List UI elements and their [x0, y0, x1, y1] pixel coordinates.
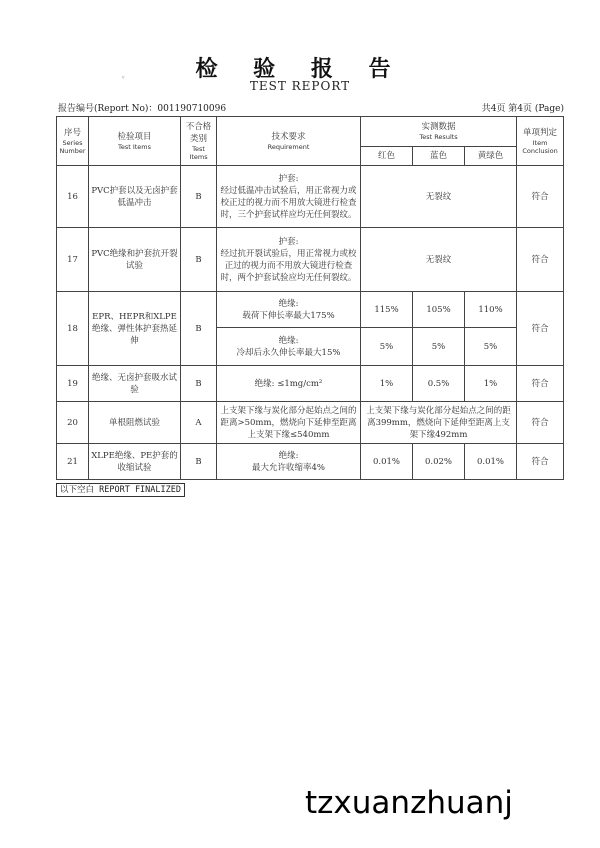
watermark-text: tzxuanzhuanj — [305, 785, 513, 821]
category: B — [181, 292, 217, 366]
conclusion: 符合 — [517, 166, 564, 228]
conclusion: 符合 — [517, 292, 564, 366]
table-row-21 — [57, 444, 564, 480]
requirement: 上支架下缘与炭化部分起始点之间的距离>50mm，燃烧向下延伸至距离上支架下缘≤540mm — [217, 402, 361, 444]
result: 无裂纹 — [361, 166, 517, 228]
result-red: 1% — [361, 366, 413, 402]
col-header-no: 序号 Series Number — [57, 117, 89, 166]
scan-speck: ᵛ — [122, 75, 125, 83]
table-row-18a — [57, 292, 564, 328]
result-red: 5% — [361, 328, 413, 366]
result-yellow-green: 5% — [465, 328, 517, 366]
col-header-results: 实测数据 Test Results — [361, 117, 517, 147]
col-header-item: 检验项目 Test Items — [89, 117, 181, 166]
requirement: 护套: 经过低温冲击试验后，用正常视力或校正过的视力而不用放大镜进行检查时，三个护套试样应均无任何裂纹。 — [217, 166, 361, 228]
row-number: 21 — [57, 444, 89, 480]
test-item: 单根阻燃试验 — [89, 402, 181, 444]
requirement: 绝缘: ≤1mg/cm² — [217, 366, 361, 402]
report-finalized-stamp: 以下空白 REPORT FINALIZED — [56, 483, 185, 497]
row-number: 17 — [57, 228, 89, 292]
table-row-16 — [57, 166, 564, 228]
test-results-table — [56, 116, 564, 480]
report-title-en: TEST REPORT — [249, 79, 351, 93]
col-header-conclusion: 单项判定 Item Conclusion — [517, 117, 564, 166]
result: 上支架下缘与炭化部分起始点之间的距离399mm，燃烧向下延伸至距离上支架下缘492mm — [361, 402, 517, 444]
report-number: 报告编号(Report No)：001190710096 — [58, 104, 227, 114]
category: B — [181, 228, 217, 292]
table-row-19 — [57, 366, 564, 402]
category: A — [181, 402, 217, 444]
conclusion: 符合 — [517, 228, 564, 292]
header-row — [57, 117, 564, 147]
requirement-permanent: 绝缘: 冷却后永久伸长率最大15% — [217, 328, 361, 366]
result-red: 115% — [361, 292, 413, 328]
result-red: 0.01% — [361, 444, 413, 480]
result-blue: 105% — [413, 292, 465, 328]
col-header-red: 红色 — [361, 146, 413, 165]
conclusion: 符合 — [517, 366, 564, 402]
requirement-elongation: 绝缘: 载荷下伸长率最大175% — [217, 292, 361, 328]
row-number: 16 — [57, 166, 89, 228]
test-item: EPR、HEPR和XLPE绝缘、弹性体护套热延伸 — [89, 292, 181, 366]
row-number: 18 — [57, 292, 89, 366]
category: B — [181, 366, 217, 402]
row-number: 20 — [57, 402, 89, 444]
result: 无裂纹 — [361, 228, 517, 292]
test-item: PVC护套以及无卤护套低温冲击 — [89, 166, 181, 228]
requirement: 护套: 经过抗开裂试验后，用正常视力或校正过的视力而不用放大镜进行检查时，两个护套试验应均无任何裂纹。 — [217, 228, 361, 292]
result-yellow-green: 110% — [465, 292, 517, 328]
col-header-yellow-green: 黄绿色 — [465, 146, 517, 165]
category: B — [181, 166, 217, 228]
table-row-20 — [57, 402, 564, 444]
page-info: 共4页 第4页 (Page) — [481, 104, 564, 114]
row-number: 19 — [57, 366, 89, 402]
col-header-requirement: 技术要求 Requirement — [217, 117, 361, 166]
test-item: 绝缘、无卤护套吸水试验 — [89, 366, 181, 402]
conclusion: 符合 — [517, 402, 564, 444]
requirement: 绝缘: 最大允许收缩率4% — [217, 444, 361, 480]
test-item: XLPE绝缘、PE护套的收缩试验 — [89, 444, 181, 480]
result-yellow-green: 1% — [465, 366, 517, 402]
result-blue: 0.5% — [413, 366, 465, 402]
result-blue: 5% — [413, 328, 465, 366]
result-yellow-green: 0.01% — [465, 444, 517, 480]
conclusion: 符合 — [517, 444, 564, 480]
test-item: PVC绝缘和护套抗开裂试验 — [89, 228, 181, 292]
col-header-category: 不合格类别 Test Items — [181, 117, 217, 166]
table-row-17 — [57, 228, 564, 292]
col-header-blue: 蓝色 — [413, 146, 465, 165]
report-title: 检 验 报 告 — [195, 56, 405, 82]
result-blue: 0.02% — [413, 444, 465, 480]
category: B — [181, 444, 217, 480]
